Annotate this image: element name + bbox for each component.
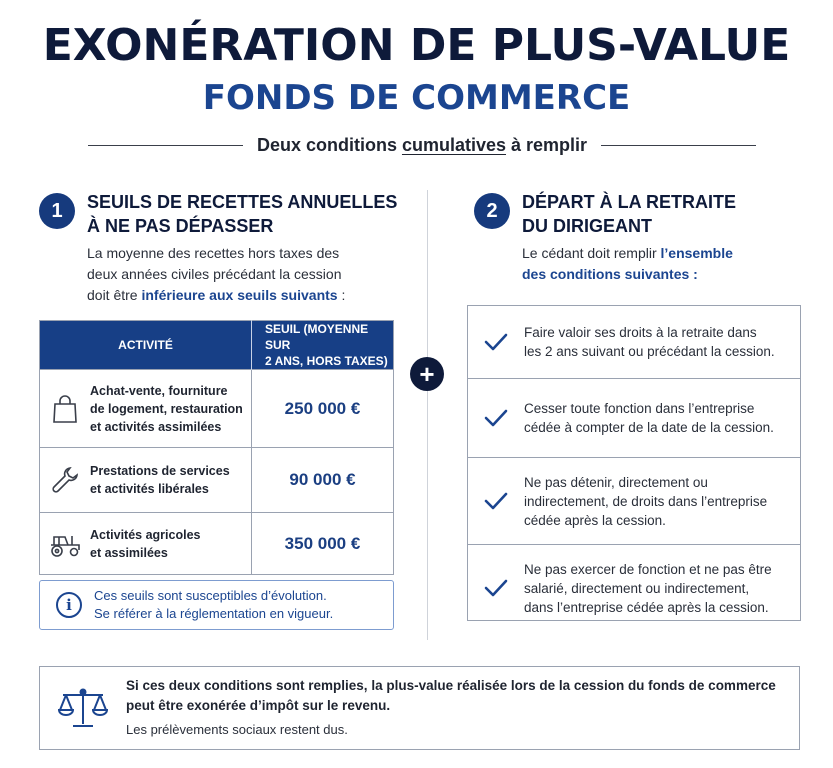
check-icon bbox=[468, 332, 524, 352]
activity-label bbox=[90, 526, 200, 562]
activity-cell bbox=[40, 513, 252, 575]
activity-line: Prestations de services bbox=[90, 464, 230, 478]
condition-line: Ne pas exercer de fonction et ne pas être bbox=[524, 561, 772, 577]
activity-line: de logement, restauration bbox=[90, 401, 243, 416]
threshold-value: 350 000 € bbox=[252, 513, 394, 575]
activity-label bbox=[90, 382, 243, 436]
list-item bbox=[468, 544, 800, 631]
info-notice bbox=[39, 580, 394, 630]
column-header-activity: ACTIVITÉ bbox=[40, 321, 252, 370]
check-icon bbox=[468, 578, 524, 598]
info-text bbox=[94, 587, 333, 623]
section2-intro bbox=[522, 243, 792, 285]
list-item bbox=[468, 457, 800, 544]
condition-text bbox=[524, 560, 772, 617]
table-header-row bbox=[40, 321, 394, 370]
table-row bbox=[40, 513, 394, 575]
intro-highlight: des conditions suivantes bbox=[522, 266, 690, 282]
table-row bbox=[40, 448, 394, 513]
condition-text bbox=[524, 323, 775, 361]
activity-line: et activités libérales bbox=[90, 482, 209, 496]
column-header-threshold-line2: 2 ANS, HORS TAXES) bbox=[265, 354, 388, 368]
section1-intro-line3 bbox=[87, 285, 407, 306]
section1-title-line1: SEUILS DE RECETTES ANNUELLES bbox=[87, 192, 398, 212]
section1-title-line2: À NE PAS DÉPASSER bbox=[87, 216, 274, 236]
check-icon bbox=[468, 491, 524, 511]
activity-cell bbox=[40, 448, 252, 513]
conclusion-text bbox=[126, 676, 776, 740]
info-line1: Ces seuils sont susceptibles d’évolution. bbox=[94, 588, 327, 603]
intro-suffix: : bbox=[689, 266, 698, 282]
condition-line: cédée après la cession. bbox=[524, 512, 666, 528]
tractor-icon bbox=[40, 530, 90, 558]
conclusion-strong bbox=[126, 676, 776, 716]
balance-scale-icon bbox=[40, 686, 126, 730]
intro-text: doit être bbox=[87, 287, 142, 303]
intro-highlight: inférieure aux seuils suivants bbox=[141, 287, 338, 303]
condition-line: les 2 ans suivant ou précédant la cession. bbox=[524, 344, 775, 359]
column-divider bbox=[427, 190, 428, 640]
activity-line: Activités agricoles bbox=[90, 527, 201, 542]
activity-label bbox=[90, 462, 230, 498]
condition-line: Faire valoir ses droits à la retraite dans bbox=[524, 325, 757, 340]
section1-intro-line1: La moyenne des recettes hors taxes des bbox=[87, 245, 340, 261]
divider-right bbox=[601, 145, 756, 146]
condition-text bbox=[524, 473, 767, 530]
conclusion-box bbox=[39, 666, 800, 750]
conclusion-line1: Si ces deux conditions sont remplies, la plus-value réalisée lors de la cession du fonds de commerce bbox=[126, 678, 776, 693]
info-line2: Se référer à la réglementation en vigueur. bbox=[94, 606, 334, 621]
conclusion-line2: peut être exonérée d’impôt sur le revenu. bbox=[126, 698, 391, 713]
section1-intro bbox=[87, 243, 407, 306]
section2-title-line1: DÉPART À LA RETRAITE bbox=[522, 192, 736, 212]
section2-intro-line2 bbox=[522, 264, 792, 285]
section2-title-line2: DU DIRIGEANT bbox=[522, 216, 652, 236]
condition-text bbox=[524, 399, 774, 437]
section2-title bbox=[522, 190, 736, 238]
section1-number-badge: 1 bbox=[39, 193, 75, 229]
table-row bbox=[40, 370, 394, 448]
condition-line: salarié, directement ou indirectement, bbox=[524, 580, 750, 596]
threshold-value: 250 000 € bbox=[252, 370, 394, 448]
activity-line: Achat-vente, fourniture bbox=[90, 383, 228, 398]
page-subtitle: FONDS DE COMMERCE bbox=[202, 78, 631, 118]
activity-line: et assimilées bbox=[90, 545, 168, 560]
section2-number-badge: 2 bbox=[474, 193, 510, 229]
check-icon bbox=[468, 408, 524, 428]
section1-intro-line2: deux années civiles précédant la cession bbox=[87, 266, 342, 282]
intro-suffix: : bbox=[337, 287, 346, 303]
tagline bbox=[243, 135, 601, 156]
info-icon: i bbox=[56, 592, 82, 618]
activity-line: et activités assimilées bbox=[90, 419, 222, 434]
condition-line: cédée à compter de la date de la cession. bbox=[524, 420, 774, 435]
condition-line: indirectement, de droits dans l’entreprise bbox=[524, 493, 768, 509]
column-header-threshold-line1: SEUIL (MOYENNE SUR bbox=[265, 322, 369, 352]
activity-cell bbox=[40, 370, 252, 448]
condition-line: dans l’entreprise cédée après la cession. bbox=[524, 599, 769, 615]
list-item bbox=[468, 306, 800, 378]
list-item bbox=[468, 378, 800, 457]
section1-title bbox=[87, 190, 397, 238]
intro-highlight: l’ensemble bbox=[660, 245, 733, 261]
tagline-emphasis: cumulatives bbox=[401, 134, 507, 155]
tagline-before: Deux conditions bbox=[256, 134, 402, 155]
shopping-bag-icon bbox=[40, 394, 90, 424]
divider-left bbox=[88, 145, 243, 146]
conclusion-note: Les prélèvements sociaux restent dus. bbox=[126, 722, 348, 737]
plus-icon: + bbox=[410, 357, 444, 391]
condition-line: Ne pas détenir, directement ou bbox=[524, 474, 708, 490]
tagline-after: à remplir bbox=[506, 134, 588, 155]
column-header-threshold bbox=[252, 321, 394, 370]
conditions-list bbox=[467, 305, 801, 621]
wrench-icon bbox=[40, 465, 90, 495]
section2-intro-line1 bbox=[522, 243, 792, 264]
thresholds-table bbox=[39, 320, 394, 575]
intro-text: Le cédant doit remplir bbox=[522, 245, 661, 261]
page-title: EXONÉRATION DE PLUS-VALUE bbox=[42, 20, 791, 71]
tagline-row bbox=[88, 131, 756, 159]
threshold-value: 90 000 € bbox=[252, 448, 394, 513]
condition-line: Cesser toute fonction dans l’entreprise bbox=[524, 401, 755, 416]
